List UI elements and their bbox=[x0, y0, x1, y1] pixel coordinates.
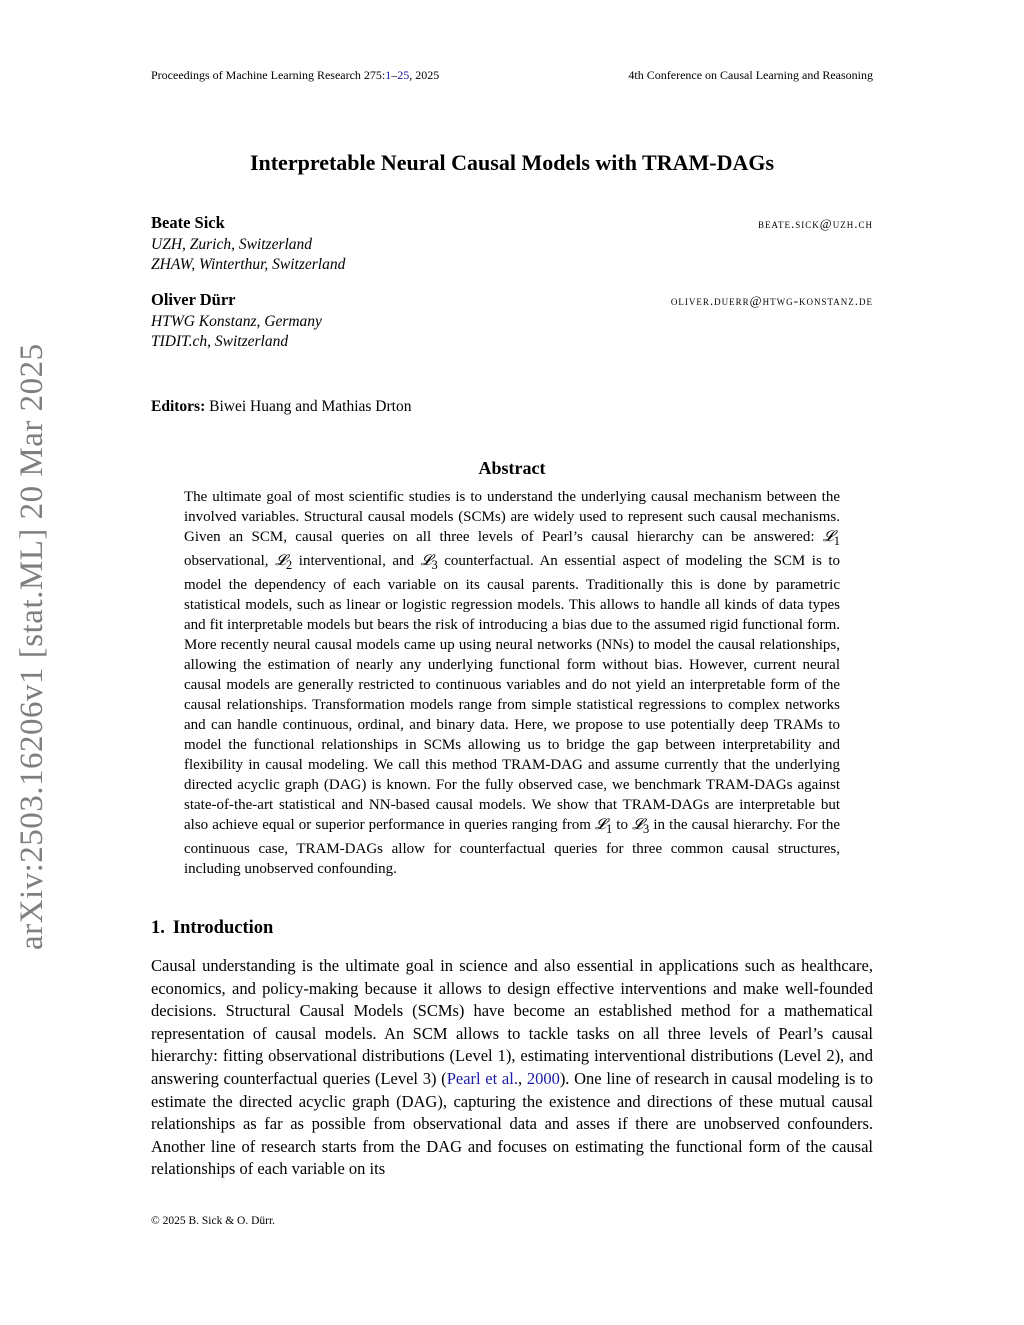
abstract-text-part: in the causal hierarchy. For the continuous case, TRAM-DAGs allow for counterfactual queries for three common causal structures, including unobserved confounding. bbox=[184, 817, 840, 877]
author-name: Oliver Dürr bbox=[151, 290, 236, 309]
author-block-1 bbox=[151, 213, 873, 275]
level-1-subscript: 1 bbox=[605, 822, 613, 836]
abstract-text-part: interventional, and bbox=[292, 553, 421, 569]
intro-text-part: ). One line of research in causal modeling is to estimate the directed acyclic graph (DAG), capturing the existence and directions of these mutual causal relationships as far as possible from observational data and asses if there are unobserved confounders. Another line of research starts from the DAG and focuses on estimating the functional form of the causal relationships of each variable on its bbox=[151, 1068, 874, 1179]
editors-names: Biwei Huang and Mathias Drton bbox=[209, 398, 412, 415]
section-heading-introduction bbox=[151, 918, 273, 939]
abstract-heading: Abstract bbox=[478, 458, 546, 478]
level-3-symbol: 𝓛 bbox=[420, 553, 432, 569]
conference-name: 4th Conference on Causal Learning and Reasoning bbox=[628, 68, 873, 82]
page-start-link[interactable]: 1 bbox=[385, 68, 392, 82]
editors-label: Editors: bbox=[151, 398, 206, 415]
author-name: Beate Sick bbox=[151, 213, 225, 232]
editors-line bbox=[151, 398, 411, 416]
author-email[interactable]: beate.sick@uzh.ch bbox=[758, 216, 873, 231]
abstract-text bbox=[184, 487, 840, 879]
running-header bbox=[151, 68, 873, 84]
abstract-text-part: observational, bbox=[184, 553, 276, 569]
level-1-subscript: 1 bbox=[833, 534, 840, 548]
abstract-text-part: The ultimate goal of most scientific studies is to understand the underlying causal mechanism between the involved variables. Structural causal models (SCMs) are widely used to represent such causal mechanisms. Given an SCM, causal queries on all three levels of Pearl’s causal hierarchy can be answered: bbox=[184, 489, 840, 545]
level-2-symbol: 𝓛 bbox=[275, 553, 286, 569]
proceedings-line bbox=[151, 68, 439, 83]
citation-year-link[interactable]: 2000 bbox=[526, 1068, 560, 1088]
author-affiliation: HTWG Konstanz, Germany bbox=[151, 313, 322, 330]
citation-separator: , bbox=[517, 1068, 527, 1088]
level-3-subscript: 3 bbox=[431, 558, 438, 572]
level-3-symbol: 𝓛 bbox=[632, 817, 643, 833]
author-affiliation: TIDIT.ch, Switzerland bbox=[151, 333, 289, 350]
citation-author-link[interactable]: Pearl et al. bbox=[446, 1068, 518, 1088]
copyright-footer: © 2025 B. Sick & O. Dürr. bbox=[151, 1215, 276, 1227]
level-1-symbol: 𝓛 bbox=[595, 817, 606, 833]
paper-title: Interpretable Neural Causal Models with TRAM-DAGs bbox=[249, 150, 775, 175]
section-number: 1. bbox=[151, 918, 165, 938]
page-dash: – bbox=[391, 68, 398, 82]
proceedings-year: , 2025 bbox=[409, 68, 440, 82]
page-end-link[interactable]: 25 bbox=[397, 68, 410, 82]
author-affiliation: ZHAW, Winterthur, Switzerland bbox=[151, 256, 346, 273]
author-email[interactable]: oliver.duerr@htwg-konstanz.de bbox=[670, 293, 873, 308]
author-block-2 bbox=[151, 290, 873, 352]
section-title: Introduction bbox=[172, 918, 274, 938]
abstract-text-part: to bbox=[612, 817, 633, 833]
level-1-symbol: 𝓛 bbox=[822, 529, 834, 545]
proceedings-prefix: Proceedings of Machine Learning Research 275: bbox=[151, 68, 386, 82]
author-affiliation: UZH, Zurich, Switzerland bbox=[151, 236, 313, 253]
intro-text-part: Causal understanding is the ultimate goal in science and also essential in applications such as healthcare, economics, and policy-making because it allows to design effective interventions and make well-founded decisions. Structural Causal Models (SCMs) have become an established method for a mathematical representation of causal models. An SCM allows to tackle tasks on all three levels of Pearl’s causal hierarchy: fitting observational distributions (Level 1), estimating interventional distributions (Level 2), and answering counterfactual queries (Level 3) ( bbox=[151, 956, 873, 1088]
introduction-paragraph bbox=[151, 955, 873, 1181]
level-3-subscript: 3 bbox=[643, 822, 650, 836]
arxiv-side-stamp: arXiv:2503.16206v1 [stat.ML] 20 Mar 2025 bbox=[14, 343, 50, 950]
abstract-text-part: counterfactual. An essential aspect of modeling the SCM is to model the dependency of each variable on its causal parents. Traditionally this is done by parametric statistical models, such as linear or logistic regression models. This allows to handle all kinds of data types and fit interpretable models but bears the risk of introducing a bias due to the assumed rigid functional form. More recently neural causal models came up using neural networks (NNs) to model the causal relationships, allowing the estimation of nearly any underlying functional form without bias. However, current neural causal models are generally restricted to continuous variables and do not yield an interpretable form of the causal relationships. Transformation models range from simple statistical regressions to complex networks and can handle continuous, ordinal, and binary data. Here, we propose to use potentially deep TRAMs to model the functional relationships in SCMs allowing us to bridge the gap between interpretability and flexibility in causal modeling. We call this method TRAM-DAG and assume currently that the underlying directed acyclic graph (DAG) is known. For the fully observed case, we benchmark TRAM-DAGs against state-of-the-art statistical and NN-based causal models. We show that TRAM-DAGs are interpretable but also achieve equal or superior performance in queries ranging from bbox=[184, 553, 840, 833]
level-2-subscript: 2 bbox=[286, 558, 293, 572]
